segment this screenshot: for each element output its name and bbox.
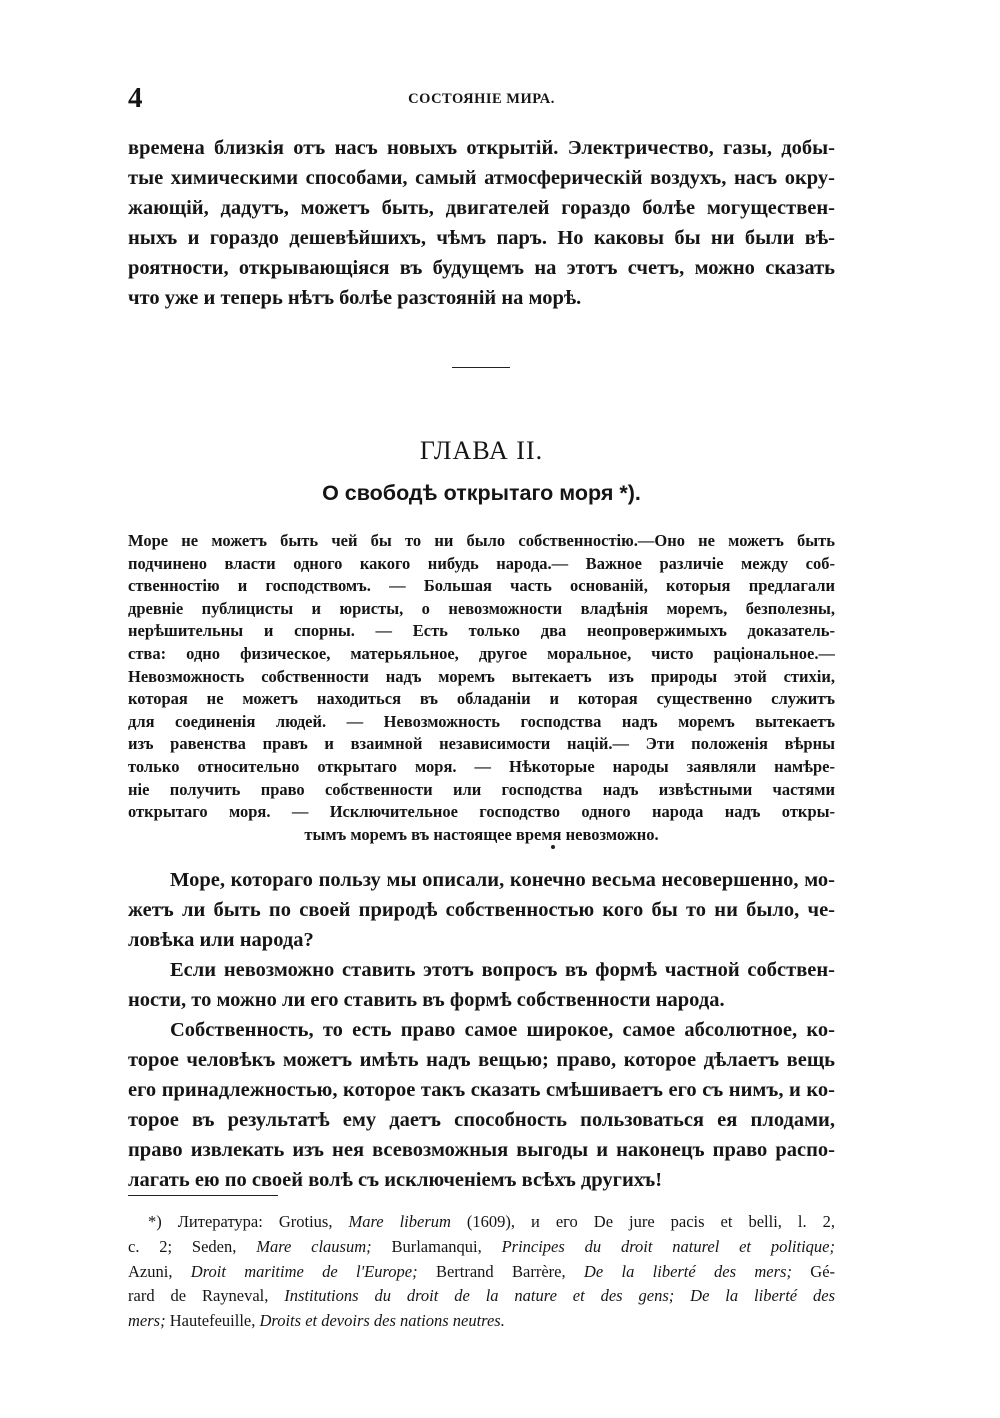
text-line: его принадлежностью, которое такъ сказать смѣшиваетъ его съ нимъ, и ко-: [128, 1079, 835, 1101]
summary-line: только относительно открытаго моря. — Нѣкоторые народы заявляли намѣре-: [128, 756, 835, 776]
summary-line: ніе получить право собственности или господства надъ извѣстными частями: [128, 779, 835, 799]
chapter-title: ГЛАВА II.: [419, 436, 544, 465]
footnote-line: [128, 1284, 835, 1309]
text-line: роятности, открывающіяся въ будущемъ на этотъ счетъ, можно сказать: [128, 257, 835, 279]
footnote-title: Principes du droit naturel et politique;: [501, 1236, 835, 1256]
text-line: что уже и теперь нѣтъ болѣе разстояній на морѣ.: [128, 287, 582, 309]
footnote-title: Mare liberum: [348, 1212, 451, 1231]
text-line: Если невозможно ставить этотъ вопросъ въ формѣ частной собствен-: [170, 959, 835, 981]
summary-line: ства: одно физическое, матерьяльное, другое моральное, чисто раціональное.—: [128, 643, 835, 663]
summary-line: Невозможность собственности надъ моремъ вытекаетъ изъ природы этой стихіи,: [128, 666, 835, 686]
summary-line: открытаго моря. — Исключительное господство одного народа надъ откры-: [128, 802, 835, 822]
text-line: ности, то можно ли его ставить въ формѣ собственности народа.: [128, 989, 725, 1011]
footnote-line: [128, 1235, 835, 1260]
summary-line: которая не можетъ находиться въ обладаніи и которая существенно служитъ: [128, 689, 835, 709]
text-line: ловѣка или народа?: [128, 929, 314, 951]
footnote-text: Bertrand Barrère,: [417, 1261, 584, 1281]
text-line: право извлекать изъ нея всевозможныя выгоды и наконецъ право распо-: [128, 1139, 835, 1161]
text-line: Море, котораго пользу мы описали, конечно весьма несовершенно, мо-: [170, 869, 835, 891]
printer-dot: [551, 845, 555, 849]
footnote-title: De la liberté des mers;: [583, 1261, 792, 1281]
footnote-text: Azuni,: [128, 1261, 191, 1281]
footnote-text: Gé-: [791, 1261, 835, 1281]
text-line: жетъ ли быть по своей природѣ собственностью кого бы то ни было, че-: [128, 899, 835, 921]
footnote: [128, 1210, 835, 1334]
footnote-title: Mare clausum;: [256, 1236, 372, 1256]
footnote-title: Droits et devoirs des nations neutres.: [259, 1311, 505, 1331]
summary-line: нерѣшительны и спорны. — Есть только два неопровержимыхъ доказатель-: [128, 621, 835, 641]
summary-line: древніе публицисты и юристы, о невозможности владѣнія моремъ, безполезны,: [128, 598, 835, 618]
chapter-subtitle: О свободѣ открытаго моря *).: [322, 481, 641, 505]
footnote-line: [128, 1309, 835, 1334]
text-line: торое человѣкъ можетъ имѣть надъ вещью; право, которое дѣлаетъ вещь: [128, 1049, 835, 1071]
footnote-title: Institutions du droit de la nature et des gens; De la liberté des: [284, 1286, 835, 1306]
footnote-title: mers;: [128, 1311, 166, 1331]
footnote-text: c. 2; Seden,: [128, 1236, 257, 1256]
summary-line: изъ равенства правъ и взаимной независимости націй.— Эти положенія вѣрны: [128, 734, 835, 754]
summary-line: Море не можетъ быть чей бы то ни было собственностію.—Оно не можетъ быть: [128, 531, 835, 550]
text-line: тые химическими способами, самый атмосферическій воздухъ, насъ окру-: [128, 167, 835, 189]
text-line: лагать ею по своей волѣ съ исключеніемъ всѣхъ другихъ!: [128, 1169, 663, 1191]
text-line: торое въ результатѣ ему даетъ способность пользоваться ея плодами,: [128, 1109, 835, 1131]
summary-line: для соединенія людей. — Невозможность господства надъ моремъ вытекаетъ: [128, 711, 835, 731]
footnote-line: [128, 1210, 835, 1235]
section-separator: [452, 367, 510, 368]
text-line: жающій, дадутъ, можетъ быть, двигателей гораздо болѣе могуществен-: [128, 197, 835, 219]
page-header: [128, 82, 835, 116]
chapter-summary: [128, 530, 835, 846]
footnote-rule: [128, 1195, 278, 1196]
summary-line: ственностію и господствомъ. — Большая часть основаній, которыя предлагали: [128, 576, 835, 596]
footnote-text: rard de Rayneval,: [128, 1286, 285, 1306]
text-line: Собственность, то есть право самое широкое, самое абсолютное, ко-: [170, 1019, 835, 1041]
main-text: [128, 865, 835, 1195]
footnote-title: Droit maritime de l'Europe;: [190, 1261, 418, 1281]
intro-paragraph: [128, 133, 835, 313]
running-title: СОСТОЯНІЕ МИРА.: [408, 91, 555, 107]
summary-line: подчинено власти одного какого нибудь народа.— Важное различіе между соб-: [128, 553, 835, 573]
footnote-line: [128, 1260, 835, 1285]
footnote-text: Burlamanqui,: [371, 1236, 502, 1256]
footnote-text: Hautefeuille,: [165, 1311, 260, 1331]
text-line: времена близкія отъ насъ новыхъ открытій. Электричество, газы, добы-: [128, 137, 835, 159]
summary-line: тымъ моремъ въ настоящее время невозможно.: [304, 824, 659, 844]
footnote-text: *) Литература: Grotius,: [148, 1212, 349, 1231]
text-line: ныхъ и гораздо дешевѣйшихъ, чѣмъ паръ. Но каковы бы ни были вѣ-: [128, 227, 835, 249]
footnote-text: (1609), и его De jure pacis et belli, l. 2,: [450, 1212, 835, 1231]
page-number: 4: [128, 82, 143, 114]
